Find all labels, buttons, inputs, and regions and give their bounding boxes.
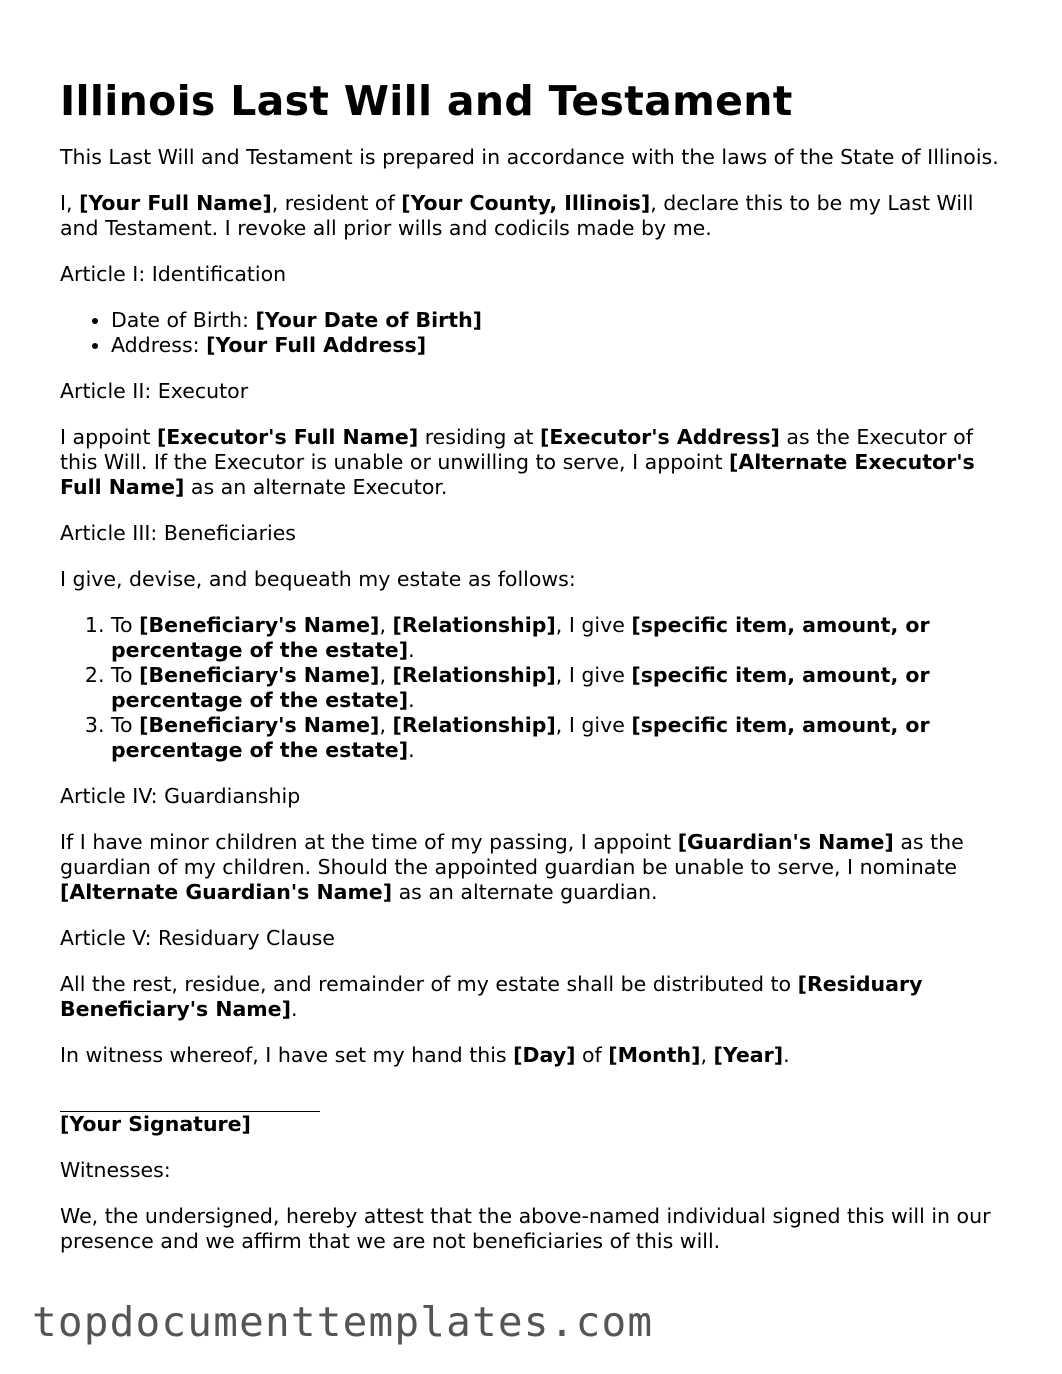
intro-paragraph: This Last Will and Testament is prepared in accordance with the laws of the State of Illinois. [60, 145, 999, 169]
article-4-heading: Article IV: Guardianship [60, 784, 301, 808]
text-span: as the guardian of my children. Should the appointed guardian be unable to serve, I nominate [60, 830, 964, 879]
witnesses-paragraph: We, the undersigned, hereby attest that the above-named individual signed this will in our presence and we affirm that we are not beneficiaries of this will. [60, 1204, 991, 1253]
testator-name-placeholder: [Your Full Name] [79, 191, 272, 215]
executor-address-placeholder: [Executor's Address] [540, 425, 780, 449]
text-span: . [408, 688, 415, 712]
text-span: To [111, 663, 140, 687]
text-span: of [575, 1043, 609, 1067]
text-span: , [379, 613, 393, 637]
beneficiary-name-placeholder: [Beneficiary's Name] [139, 663, 380, 687]
item-label: Address: [111, 333, 207, 357]
relationship-placeholder: [Relationship] [392, 663, 556, 687]
signature-label: [Your Signature] [60, 1112, 251, 1136]
list-item [111, 713, 1000, 763]
alternate-guardian-placeholder: [Alternate Guardian's Name] [60, 880, 393, 904]
alternate-executor-placeholder: [Alternate Executor's Full Name] [60, 450, 975, 499]
beneficiary-name-placeholder: [Beneficiary's Name] [139, 613, 380, 637]
text-span: All the rest, residue, and remainder of my estate shall be distributed to [60, 972, 798, 996]
day-placeholder: [Day] [513, 1043, 576, 1067]
text-span: , [700, 1043, 714, 1067]
executor-paragraph [60, 425, 1000, 500]
declaration-paragraph [60, 191, 1000, 241]
item-label: Date of Birth: [111, 308, 256, 332]
text-span: as the Executor of this Will. If the Executor is unable or unwilling to serve, I appoint [60, 425, 973, 474]
county-placeholder: [Your County, Illinois] [401, 191, 651, 215]
relationship-placeholder: [Relationship] [392, 713, 556, 737]
signature-line [60, 1089, 320, 1112]
text-span: . [408, 738, 415, 762]
text-span: , resident of [271, 191, 402, 215]
identification-list [60, 308, 1000, 358]
gift-placeholder: [specific item, amount, or percentage of the estate] [111, 713, 930, 762]
watermark-text: topdocumenttemplates.com [32, 1298, 654, 1346]
text-span: as an alternate guardian. [392, 880, 658, 904]
article-5-heading: Article V: Residuary Clause [60, 926, 335, 950]
gift-placeholder: [specific item, amount, or percentage of the estate] [111, 613, 930, 662]
guardian-name-placeholder: [Guardian's Name] [677, 830, 894, 854]
text-span: I, [60, 191, 80, 215]
gift-placeholder: [specific item, amount, or percentage of the estate] [111, 663, 930, 712]
text-span: To [111, 713, 140, 737]
text-span: In witness whereof, I have set my hand this [60, 1043, 514, 1067]
text-span: , [379, 663, 393, 687]
article-1-heading: Article I: Identification [60, 262, 287, 286]
text-span: , I give [555, 613, 632, 637]
witnesses-heading: Witnesses: [60, 1158, 171, 1182]
list-item [111, 613, 1000, 663]
text-span: . [783, 1043, 790, 1067]
relationship-placeholder: [Relationship] [392, 613, 556, 637]
month-placeholder: [Month] [608, 1043, 701, 1067]
document-page [60, 0, 1000, 1275]
text-span: . [408, 638, 415, 662]
text-span: as an alternate Executor. [184, 475, 448, 499]
text-span: residing at [418, 425, 541, 449]
beneficiary-name-placeholder: [Beneficiary's Name] [139, 713, 380, 737]
text-span: , I give [555, 713, 632, 737]
birth-date-placeholder: [Your Date of Birth] [255, 308, 483, 332]
beneficiaries-intro: I give, devise, and bequeath my estate as follows: [60, 567, 576, 591]
text-span: , declare this to be my Last Will and Testament. I revoke all prior wills and codicils made by me. [60, 191, 974, 240]
text-span: , I give [555, 663, 632, 687]
text-span: To [111, 613, 140, 637]
guardianship-paragraph [60, 830, 1000, 905]
text-span: I appoint [60, 425, 157, 449]
list-item [111, 308, 1000, 333]
article-2-heading: Article II: Executor [60, 379, 249, 403]
residuary-paragraph [60, 972, 1000, 1022]
witness-date-paragraph [60, 1043, 1000, 1068]
signature-block [60, 1089, 1000, 1137]
text-span: . [290, 997, 298, 1021]
text-span: If I have minor children at the time of my passing, I appoint [60, 830, 678, 854]
address-placeholder: [Your Full Address] [206, 333, 427, 357]
list-item [111, 663, 1000, 713]
year-placeholder: [Year] [713, 1043, 784, 1067]
document-title: Illinois Last Will and Testament [60, 77, 793, 125]
text-span: , [379, 713, 393, 737]
executor-name-placeholder: [Executor's Full Name] [156, 425, 419, 449]
beneficiaries-list [60, 613, 1000, 763]
residuary-beneficiary-placeholder: [Residuary Beneficiary's Name] [60, 972, 923, 1021]
list-item [111, 333, 1000, 358]
article-3-heading: Article III: Beneficiaries [60, 521, 296, 545]
